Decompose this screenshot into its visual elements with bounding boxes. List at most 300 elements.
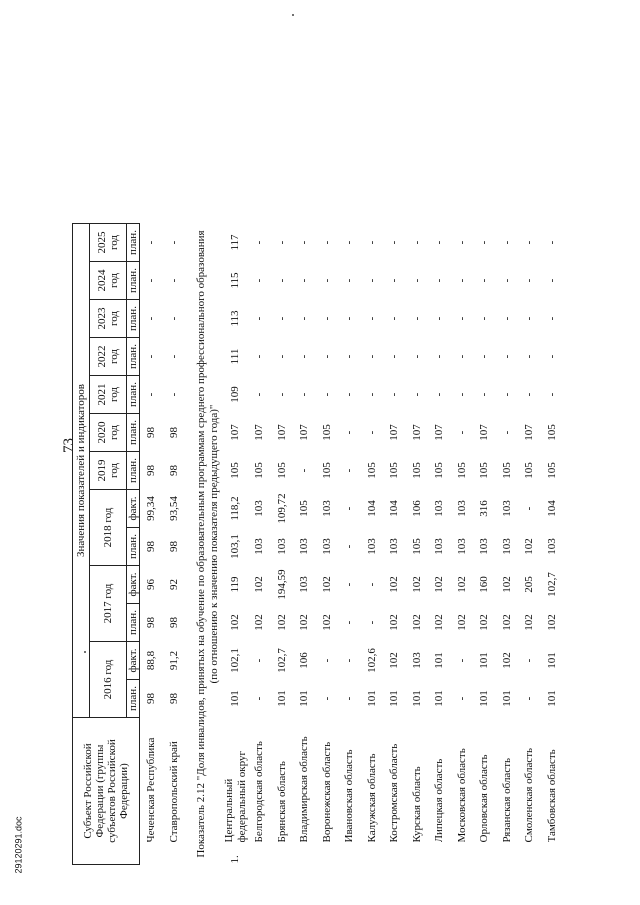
value-cell: 103: [410, 652, 423, 669]
value-cell: 101: [229, 690, 242, 707]
value-cell: -: [365, 240, 378, 245]
value-cell: 102: [253, 576, 266, 593]
value-cell: -: [410, 316, 423, 321]
value-cell: 103: [365, 538, 378, 555]
table-row: [163, 224, 186, 865]
table-row: [140, 224, 163, 865]
value-cell: 98: [167, 541, 180, 552]
value-cell: 105: [433, 462, 446, 479]
table-row: [293, 224, 316, 865]
value-cell: 98: [167, 465, 180, 476]
fact-header: факт.: [127, 566, 140, 604]
value-cell: 109: [229, 386, 242, 403]
row-number: [140, 843, 163, 865]
value-cell: -: [388, 354, 401, 359]
value-cell: 107: [410, 424, 423, 441]
value-cell: -: [253, 278, 266, 283]
row-number: [163, 843, 186, 865]
value-cell: -: [253, 316, 266, 321]
value-cell: -: [320, 316, 333, 321]
value-cell: 101: [478, 652, 491, 669]
value-cell: -: [478, 278, 491, 283]
value-cell: -: [145, 354, 158, 359]
value-cell: 103: [545, 538, 558, 555]
value-cell: 105: [545, 424, 558, 441]
value-cell: 105: [365, 462, 378, 479]
value-cell: -: [410, 278, 423, 283]
value-cell: -: [523, 392, 536, 397]
value-cell: 105: [320, 462, 333, 479]
value-cell: 103: [298, 576, 311, 593]
value-cell: -: [343, 278, 356, 283]
value-cell: 102,7: [275, 648, 288, 673]
value-cell: -: [365, 278, 378, 283]
value-cell: 104: [365, 500, 378, 517]
spacer-row: [185, 224, 193, 865]
table-row: [248, 224, 271, 865]
value-cell: 92: [167, 579, 180, 590]
region-name: Калужская область: [365, 753, 378, 843]
year-header: 2025 год: [90, 224, 127, 262]
value-cell: -: [298, 354, 311, 359]
value-cell: -: [365, 620, 378, 625]
value-cell: -: [253, 658, 266, 663]
fact-header: факт.: [127, 490, 140, 528]
value-cell: 98: [145, 617, 158, 628]
value-cell: -: [388, 240, 401, 245]
value-cell: -: [320, 354, 333, 359]
value-cell: 103: [275, 538, 288, 555]
value-cell: -: [167, 278, 180, 283]
indicator-line-1: Показатель 2.12 "Доля инвалидов, принятых на обучение по образовательным программам среднего профессионального образования: [194, 230, 207, 858]
value-cell: 105: [478, 462, 491, 479]
value-cell: -: [275, 278, 288, 283]
row-number: 1.: [229, 855, 242, 864]
value-cell: 105: [320, 424, 333, 441]
value-cell: -: [320, 658, 333, 663]
row-number: [293, 843, 316, 865]
row-number: [495, 843, 518, 865]
value-cell: -: [343, 658, 356, 663]
value-cell: 98: [167, 693, 180, 704]
value-cell: 105: [253, 462, 266, 479]
region-name: Ивановская область: [343, 749, 356, 843]
value-cell: 101: [275, 690, 288, 707]
value-cell: -: [433, 316, 446, 321]
region-name: Орловская область: [478, 754, 491, 843]
value-cell: -: [343, 392, 356, 397]
value-cell: 194,59: [275, 569, 288, 600]
table-row: [223, 224, 248, 865]
value-cell: -: [298, 278, 311, 283]
value-cell: 101: [365, 690, 378, 707]
value-cell: -: [365, 316, 378, 321]
spacer-cell: [185, 224, 193, 865]
value-cell: 103: [298, 538, 311, 555]
value-cell: -: [500, 316, 513, 321]
table-row: [540, 224, 563, 865]
value-cell: 117: [229, 234, 242, 251]
value-cell: -: [365, 430, 378, 435]
value-cell: -: [500, 278, 513, 283]
value-cell: 105: [500, 462, 513, 479]
value-cell: 103: [433, 538, 446, 555]
value-cell: 109,72: [275, 493, 288, 524]
value-cell: -: [545, 316, 558, 321]
value-cell: 105: [523, 462, 536, 479]
indicator-caption: [193, 224, 223, 865]
value-cell: -: [343, 316, 356, 321]
region-name: Костромская область: [388, 743, 401, 843]
table-row: [495, 224, 518, 865]
table-row: [405, 224, 428, 865]
value-cell: 101: [545, 652, 558, 669]
value-cell: 101: [433, 690, 446, 707]
region-name: Центральный федеральный округ: [223, 751, 248, 843]
table-row: [428, 224, 451, 865]
value-cell: -: [433, 240, 446, 245]
region-name: Московская область: [455, 748, 468, 843]
value-cell: 102: [500, 576, 513, 593]
value-cell: -: [455, 316, 468, 321]
year-header: 2019 год: [90, 452, 127, 490]
plan-header: план.: [127, 338, 140, 376]
value-cell: 88,8: [145, 650, 158, 671]
value-cell: 119: [229, 576, 242, 593]
value-cell: 101: [500, 690, 513, 707]
table-row: [518, 224, 541, 865]
row-number: [473, 843, 496, 865]
value-cell: -: [455, 658, 468, 663]
value-cell: -: [523, 316, 536, 321]
value-cell: 102: [275, 614, 288, 631]
value-cell: 102: [455, 614, 468, 631]
value-cell: -: [343, 544, 356, 549]
value-cell: 205: [523, 576, 536, 593]
value-cell: 102: [253, 614, 266, 631]
region-name: Курская область: [410, 766, 423, 843]
value-cell: -: [320, 392, 333, 397]
year-header: 2017 год: [90, 566, 127, 642]
value-cell: -: [343, 240, 356, 245]
table-row: [338, 224, 361, 865]
year-header: 2021 год: [90, 376, 127, 414]
row-number: [315, 843, 338, 865]
row-number: [450, 843, 473, 865]
table-row: [473, 224, 496, 865]
value-cell: -: [410, 354, 423, 359]
value-cell: 107: [229, 424, 242, 441]
value-cell: 107: [433, 424, 446, 441]
value-cell: 104: [388, 500, 401, 517]
value-cell: -: [478, 392, 491, 397]
region-name: Белгородская область: [253, 741, 266, 843]
value-cell: -: [545, 278, 558, 283]
value-cell: 101: [298, 690, 311, 707]
value-cell: -: [545, 392, 558, 397]
row-number: [540, 843, 563, 865]
table-row: [383, 224, 406, 865]
value-cell: -: [320, 278, 333, 283]
value-cell: -: [388, 316, 401, 321]
value-cell: -: [455, 278, 468, 283]
value-cell: 91,2: [167, 650, 180, 671]
value-cell: -: [365, 354, 378, 359]
value-cell: -: [275, 240, 288, 245]
value-cell: 103: [253, 500, 266, 517]
plan-header: план.: [127, 528, 140, 566]
year-header: 2018 год: [90, 490, 127, 566]
value-cell: 102,7: [545, 572, 558, 597]
value-cell: -: [145, 316, 158, 321]
year-header: 2016 год: [90, 642, 127, 718]
value-cell: 98: [145, 465, 158, 476]
value-cell: 111: [229, 348, 242, 365]
value-cell: 102: [433, 614, 446, 631]
value-cell: -: [320, 696, 333, 701]
value-cell: 103: [455, 538, 468, 555]
value-cell: -: [433, 392, 446, 397]
value-cell: -: [145, 392, 158, 397]
value-cell: -: [253, 240, 266, 245]
value-cell: -: [478, 316, 491, 321]
value-cell: 102: [455, 576, 468, 593]
value-cell: -: [455, 696, 468, 701]
value-cell: -: [365, 392, 378, 397]
plan-header: план.: [127, 414, 140, 452]
plan-header: план.: [127, 680, 140, 718]
plan-header: план.: [127, 604, 140, 642]
value-cell: 102: [229, 614, 242, 631]
value-cell: -: [478, 240, 491, 245]
value-cell: -: [500, 240, 513, 245]
row-number: [383, 843, 406, 865]
row-number: [338, 843, 361, 865]
value-cell: 103: [478, 538, 491, 555]
row-number: [518, 843, 541, 865]
value-cell: -: [145, 278, 158, 283]
value-cell: 107: [298, 424, 311, 441]
value-cell: 103: [455, 500, 468, 517]
value-cell: 99,34: [145, 496, 158, 521]
value-cell: 102,6: [365, 648, 378, 673]
value-cell: 160: [478, 576, 491, 593]
value-cell: -: [545, 240, 558, 245]
value-cell: 105: [455, 462, 468, 479]
value-cell: -: [388, 392, 401, 397]
value-cell: -: [478, 354, 491, 359]
region-name: Рязанская область: [500, 757, 513, 843]
value-cell: 102: [388, 614, 401, 631]
value-cell: 103: [320, 538, 333, 555]
value-cell: 103: [388, 538, 401, 555]
value-cell: -: [523, 240, 536, 245]
plan-header: план.: [127, 224, 140, 262]
value-cell: 98: [167, 427, 180, 438]
region-name: Владимирская область: [298, 736, 311, 843]
region-name: Липецкая область: [433, 758, 446, 843]
value-cell: -: [253, 354, 266, 359]
region-name: Тамбовская область: [545, 749, 558, 843]
value-cell: -: [455, 240, 468, 245]
value-cell: 105: [410, 462, 423, 479]
value-cell: 101: [388, 690, 401, 707]
value-cell: 101: [478, 690, 491, 707]
value-cell: 105: [545, 462, 558, 479]
value-cell: 107: [478, 424, 491, 441]
plan-header: план.: [127, 300, 140, 338]
value-cell: 102: [433, 576, 446, 593]
value-cell: 98: [145, 427, 158, 438]
value-cell: 115: [229, 272, 242, 289]
value-cell: -: [145, 240, 158, 245]
value-cell: -: [523, 658, 536, 663]
year-header: 2024 год: [90, 262, 127, 300]
value-cell: -: [388, 278, 401, 283]
table-row: [360, 224, 383, 865]
value-cell: 93,54: [167, 496, 180, 521]
value-cell: -: [343, 354, 356, 359]
value-cell: 102: [388, 652, 401, 669]
value-cell: 106: [298, 652, 311, 669]
subject-header: Субъект Российской Федерации (группы субъектов Российской Федерации): [73, 718, 140, 865]
value-cell: -: [298, 316, 311, 321]
value-cell: -: [523, 278, 536, 283]
value-cell: 102: [320, 614, 333, 631]
row-number: [270, 843, 293, 865]
year-header: 2020 год: [90, 414, 127, 452]
value-cell: 107: [275, 424, 288, 441]
value-cell: -: [320, 240, 333, 245]
value-cell: -: [433, 354, 446, 359]
value-cell: 106: [410, 500, 423, 517]
region-name: Воронежская область: [320, 741, 333, 843]
value-cell: -: [455, 430, 468, 435]
value-cell: 98: [145, 541, 158, 552]
value-cell: 103,1: [229, 534, 242, 559]
value-cell: -: [343, 468, 356, 473]
value-cell: 105: [298, 500, 311, 517]
value-cell: -: [455, 354, 468, 359]
value-cell: 102: [410, 614, 423, 631]
value-cell: 102: [388, 576, 401, 593]
value-cell: -: [410, 240, 423, 245]
value-cell: -: [298, 240, 311, 245]
value-cell: -: [167, 316, 180, 321]
value-cell: 104: [545, 500, 558, 517]
value-cell: 103: [500, 500, 513, 517]
value-cell: -: [343, 696, 356, 701]
region-name: Чеченская Республика: [145, 737, 158, 843]
plan-header: план.: [127, 376, 140, 414]
value-cell: -: [275, 392, 288, 397]
table-row: [315, 224, 338, 865]
value-cell: 103: [320, 500, 333, 517]
value-cell: 103: [500, 538, 513, 555]
value-cell: 105: [388, 462, 401, 479]
document-id: 29120291.doc: [13, 816, 24, 874]
value-cell: -: [523, 506, 536, 511]
value-cell: 105: [229, 462, 242, 479]
plan-header: план.: [127, 452, 140, 490]
table-header: [73, 224, 140, 865]
fact-header: факт.: [127, 642, 140, 680]
row-number: [360, 843, 383, 865]
value-cell: -: [253, 392, 266, 397]
value-cell: -: [298, 468, 311, 473]
value-cell: -: [455, 392, 468, 397]
value-cell: 102,1: [229, 648, 242, 673]
value-cell: 102: [545, 614, 558, 631]
row-number: [248, 843, 271, 865]
value-cell: -: [275, 354, 288, 359]
value-cell: -: [343, 582, 356, 587]
value-cell: -: [545, 354, 558, 359]
value-cell: 107: [388, 424, 401, 441]
region-name: Смоленская область: [523, 747, 536, 843]
value-cell: -: [410, 392, 423, 397]
value-cell: 98: [145, 693, 158, 704]
value-cell: -: [433, 278, 446, 283]
value-cell: 98: [167, 617, 180, 628]
value-cell: 101: [410, 690, 423, 707]
value-cell: -: [275, 316, 288, 321]
value-cell: 96: [145, 579, 158, 590]
value-cell: -: [343, 506, 356, 511]
table-body: [140, 224, 563, 865]
year-header: 2022 год: [90, 338, 127, 376]
value-cell: -: [167, 240, 180, 245]
row-number: [428, 843, 451, 865]
region-name: Брянская область: [275, 761, 288, 843]
value-cell: 102: [500, 614, 513, 631]
plan-header: план.: [127, 262, 140, 300]
value-cell: 107: [523, 424, 536, 441]
year-header: 2023 год: [90, 300, 127, 338]
value-cell: 101: [433, 652, 446, 669]
value-cell: 102: [298, 614, 311, 631]
value-cell: 102: [410, 576, 423, 593]
value-cell: -: [343, 430, 356, 435]
value-cell: 102: [478, 614, 491, 631]
value-cell: 102: [523, 538, 536, 555]
value-cell: -: [500, 354, 513, 359]
value-cell: -: [523, 696, 536, 701]
row-number: [405, 843, 428, 865]
value-cell: -: [365, 582, 378, 587]
value-cell: -: [167, 354, 180, 359]
value-cell: -: [343, 620, 356, 625]
value-cell: 118,2: [229, 496, 242, 521]
page-number: 73: [61, 438, 77, 453]
table-row: [450, 224, 473, 865]
table-row: [270, 224, 293, 865]
value-cell: 105: [275, 462, 288, 479]
region-name: Ставропольский край: [167, 741, 180, 843]
value-cell: -: [523, 354, 536, 359]
value-cell: 102: [523, 614, 536, 631]
value-cell: 102: [320, 576, 333, 593]
value-cell: 103: [433, 500, 446, 517]
values-title: Значения показателей и индикаторов: [73, 224, 90, 718]
value-cell: -: [253, 696, 266, 701]
indicator-table: [72, 223, 563, 865]
value-cell: -: [167, 392, 180, 397]
value-cell: -: [298, 392, 311, 397]
value-cell: 103: [253, 538, 266, 555]
value-cell: -: [500, 392, 513, 397]
value-cell: 102: [500, 652, 513, 669]
